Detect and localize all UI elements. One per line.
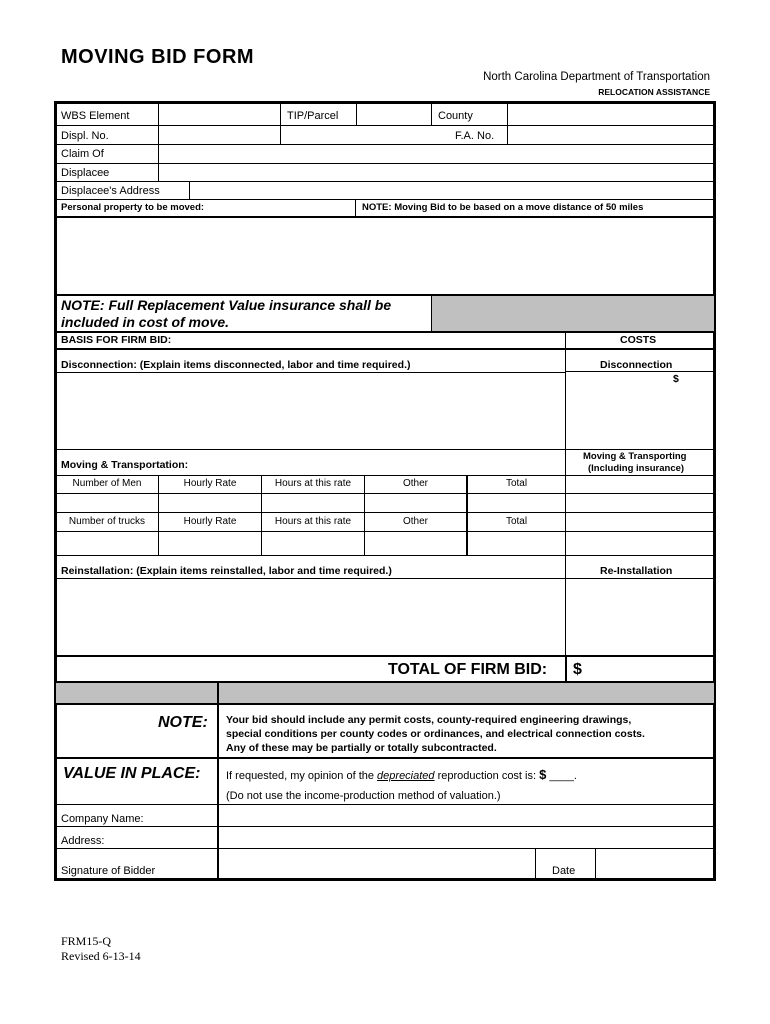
value-in-place-label: VALUE IN PLACE: xyxy=(63,765,201,782)
reinstall-label: Reinstallation: (Explain items reinstalled, labor and time required.) xyxy=(61,565,392,577)
distance-note: NOTE: Moving Bid to be based on a move distance of 50 miles xyxy=(362,202,644,213)
note-text-line2: special conditions per county codes or ordinances, and electrical connection costs. xyxy=(226,728,645,740)
department-name: North Carolina Department of Transportation xyxy=(483,71,710,83)
claim-of-label: Claim Of xyxy=(61,148,104,160)
displacee-address-label: Displacee's Address xyxy=(61,185,160,197)
col-divider xyxy=(565,657,567,681)
men-header-other: Other xyxy=(402,478,428,489)
displacee-field[interactable] xyxy=(159,164,714,181)
row-divider xyxy=(56,199,714,200)
claim-of-field[interactable] xyxy=(159,145,714,163)
moving-label: Moving & Transportation: xyxy=(61,459,189,471)
costs-label: COSTS xyxy=(620,334,657,346)
gray-separator-bar xyxy=(56,683,714,703)
reinstall-cost-field[interactable] xyxy=(566,579,714,655)
men-total-field[interactable] xyxy=(468,494,565,512)
reinstall-cost-label: Re-Installation xyxy=(600,565,673,577)
division-name: RELOCATION ASSISTANCE xyxy=(598,87,710,97)
form-id: FRM15-Q xyxy=(61,934,112,948)
disconnection-cost-field[interactable] xyxy=(566,386,714,449)
county-field[interactable] xyxy=(508,104,714,125)
value-dollar: $ xyxy=(539,767,547,782)
moving-cost-sublabel: (Including insurance) xyxy=(588,463,685,474)
value-text-emphasis: depreciated xyxy=(377,770,435,782)
value-in-place-text xyxy=(226,767,577,782)
note-label: NOTE: xyxy=(158,714,208,731)
truck-count-field[interactable] xyxy=(56,532,158,555)
wbs-element-field[interactable] xyxy=(159,104,279,125)
men-header-rate: Hourly Rate xyxy=(183,478,237,489)
displ-no-label: Displ. No. xyxy=(61,130,109,142)
row-divider xyxy=(56,331,714,333)
form-title: MOVING BID FORM xyxy=(61,46,255,68)
note-text-line1: Your bid should include any permit costs, county-required engineering drawings, xyxy=(226,714,632,726)
col-divider xyxy=(355,199,356,216)
row-divider xyxy=(56,449,714,450)
insurance-note: NOTE: Full Replacement Value insurance shall be included in cost of move. xyxy=(61,297,392,330)
men-rate-field[interactable] xyxy=(159,494,261,512)
wbs-element-label: WBS Element xyxy=(61,110,130,122)
value-blank[interactable]: ____. xyxy=(549,770,577,782)
moving-cost-label: Moving & Transporting xyxy=(583,451,687,462)
col-divider xyxy=(535,849,536,879)
col-divider xyxy=(280,104,281,144)
disconnection-label: Disconnection: (Explain items disconnected, labor and time required.) xyxy=(61,359,411,371)
value-text-pre: If requested, my opinion of the xyxy=(226,770,374,782)
value-text-post: reproduction cost is: xyxy=(437,770,537,782)
signature-field[interactable] xyxy=(219,849,535,878)
address-field[interactable] xyxy=(219,827,714,848)
men-count-field[interactable] xyxy=(56,494,158,512)
gray-shaded-cell xyxy=(432,296,714,331)
men-header-hours: Hours at this rate xyxy=(274,478,352,489)
disconnection-field[interactable] xyxy=(56,373,565,449)
tip-parcel-field[interactable] xyxy=(357,104,430,125)
men-header-total: Total xyxy=(505,478,528,489)
date-label: Date xyxy=(552,865,576,877)
row-divider xyxy=(56,555,714,556)
company-name-label: Company Name: xyxy=(61,813,144,825)
company-name-field[interactable] xyxy=(219,805,714,826)
truck-total-field[interactable] xyxy=(468,532,565,555)
total-field[interactable] xyxy=(590,657,714,681)
fa-no-label: F.A. No. xyxy=(455,130,495,142)
personal-property-field[interactable] xyxy=(56,218,714,294)
truck-other-field[interactable] xyxy=(365,532,466,555)
disconnection-cost-label: Disconnection xyxy=(600,359,673,371)
men-other-field[interactable] xyxy=(365,494,466,512)
displacee-address-field[interactable] xyxy=(190,182,714,199)
fa-no-field[interactable] xyxy=(508,126,714,144)
truck-header-number: Number of trucks xyxy=(68,516,146,527)
total-label: TOTAL OF FIRM BID: xyxy=(388,661,548,678)
row-divider xyxy=(56,512,714,513)
truck-header-hours: Hours at this rate xyxy=(274,516,352,527)
date-field[interactable] xyxy=(596,849,714,878)
men-header-number: Number of Men xyxy=(72,478,142,489)
truck-header-rate: Hourly Rate xyxy=(183,516,237,527)
revision-date: Revised 6-13-14 xyxy=(61,949,141,963)
truck-rate-field[interactable] xyxy=(159,532,261,555)
row-divider xyxy=(56,757,714,759)
personal-property-label: Personal property to be moved: xyxy=(61,202,205,213)
displ-no-field[interactable] xyxy=(159,126,279,144)
basis-label: BASIS FOR FIRM BID: xyxy=(61,334,172,346)
col-divider xyxy=(431,104,432,125)
truck-header-total: Total xyxy=(505,516,528,527)
tip-parcel-label: TIP/Parcel xyxy=(287,110,339,122)
truck-header-other: Other xyxy=(402,516,428,527)
row-divider xyxy=(566,371,714,372)
men-hours-field[interactable] xyxy=(262,494,364,512)
address-label: Address: xyxy=(61,835,105,847)
disconnection-dollar: $ xyxy=(673,373,679,385)
note-text-line3: Any of these may be partially or totally subcontracted. xyxy=(226,742,497,754)
row-divider xyxy=(56,475,714,476)
displacee-label: Displacee xyxy=(61,167,110,179)
row-divider xyxy=(56,348,714,350)
reinstall-field[interactable] xyxy=(56,579,565,655)
signature-label: Signature of Bidder xyxy=(61,865,156,877)
county-label: County xyxy=(438,110,473,122)
truck-hours-field[interactable] xyxy=(262,532,364,555)
row-divider xyxy=(56,703,714,705)
value-in-place-note: (Do not use the income-production method of valuation.) xyxy=(226,790,501,802)
total-dollar: $ xyxy=(573,661,582,678)
